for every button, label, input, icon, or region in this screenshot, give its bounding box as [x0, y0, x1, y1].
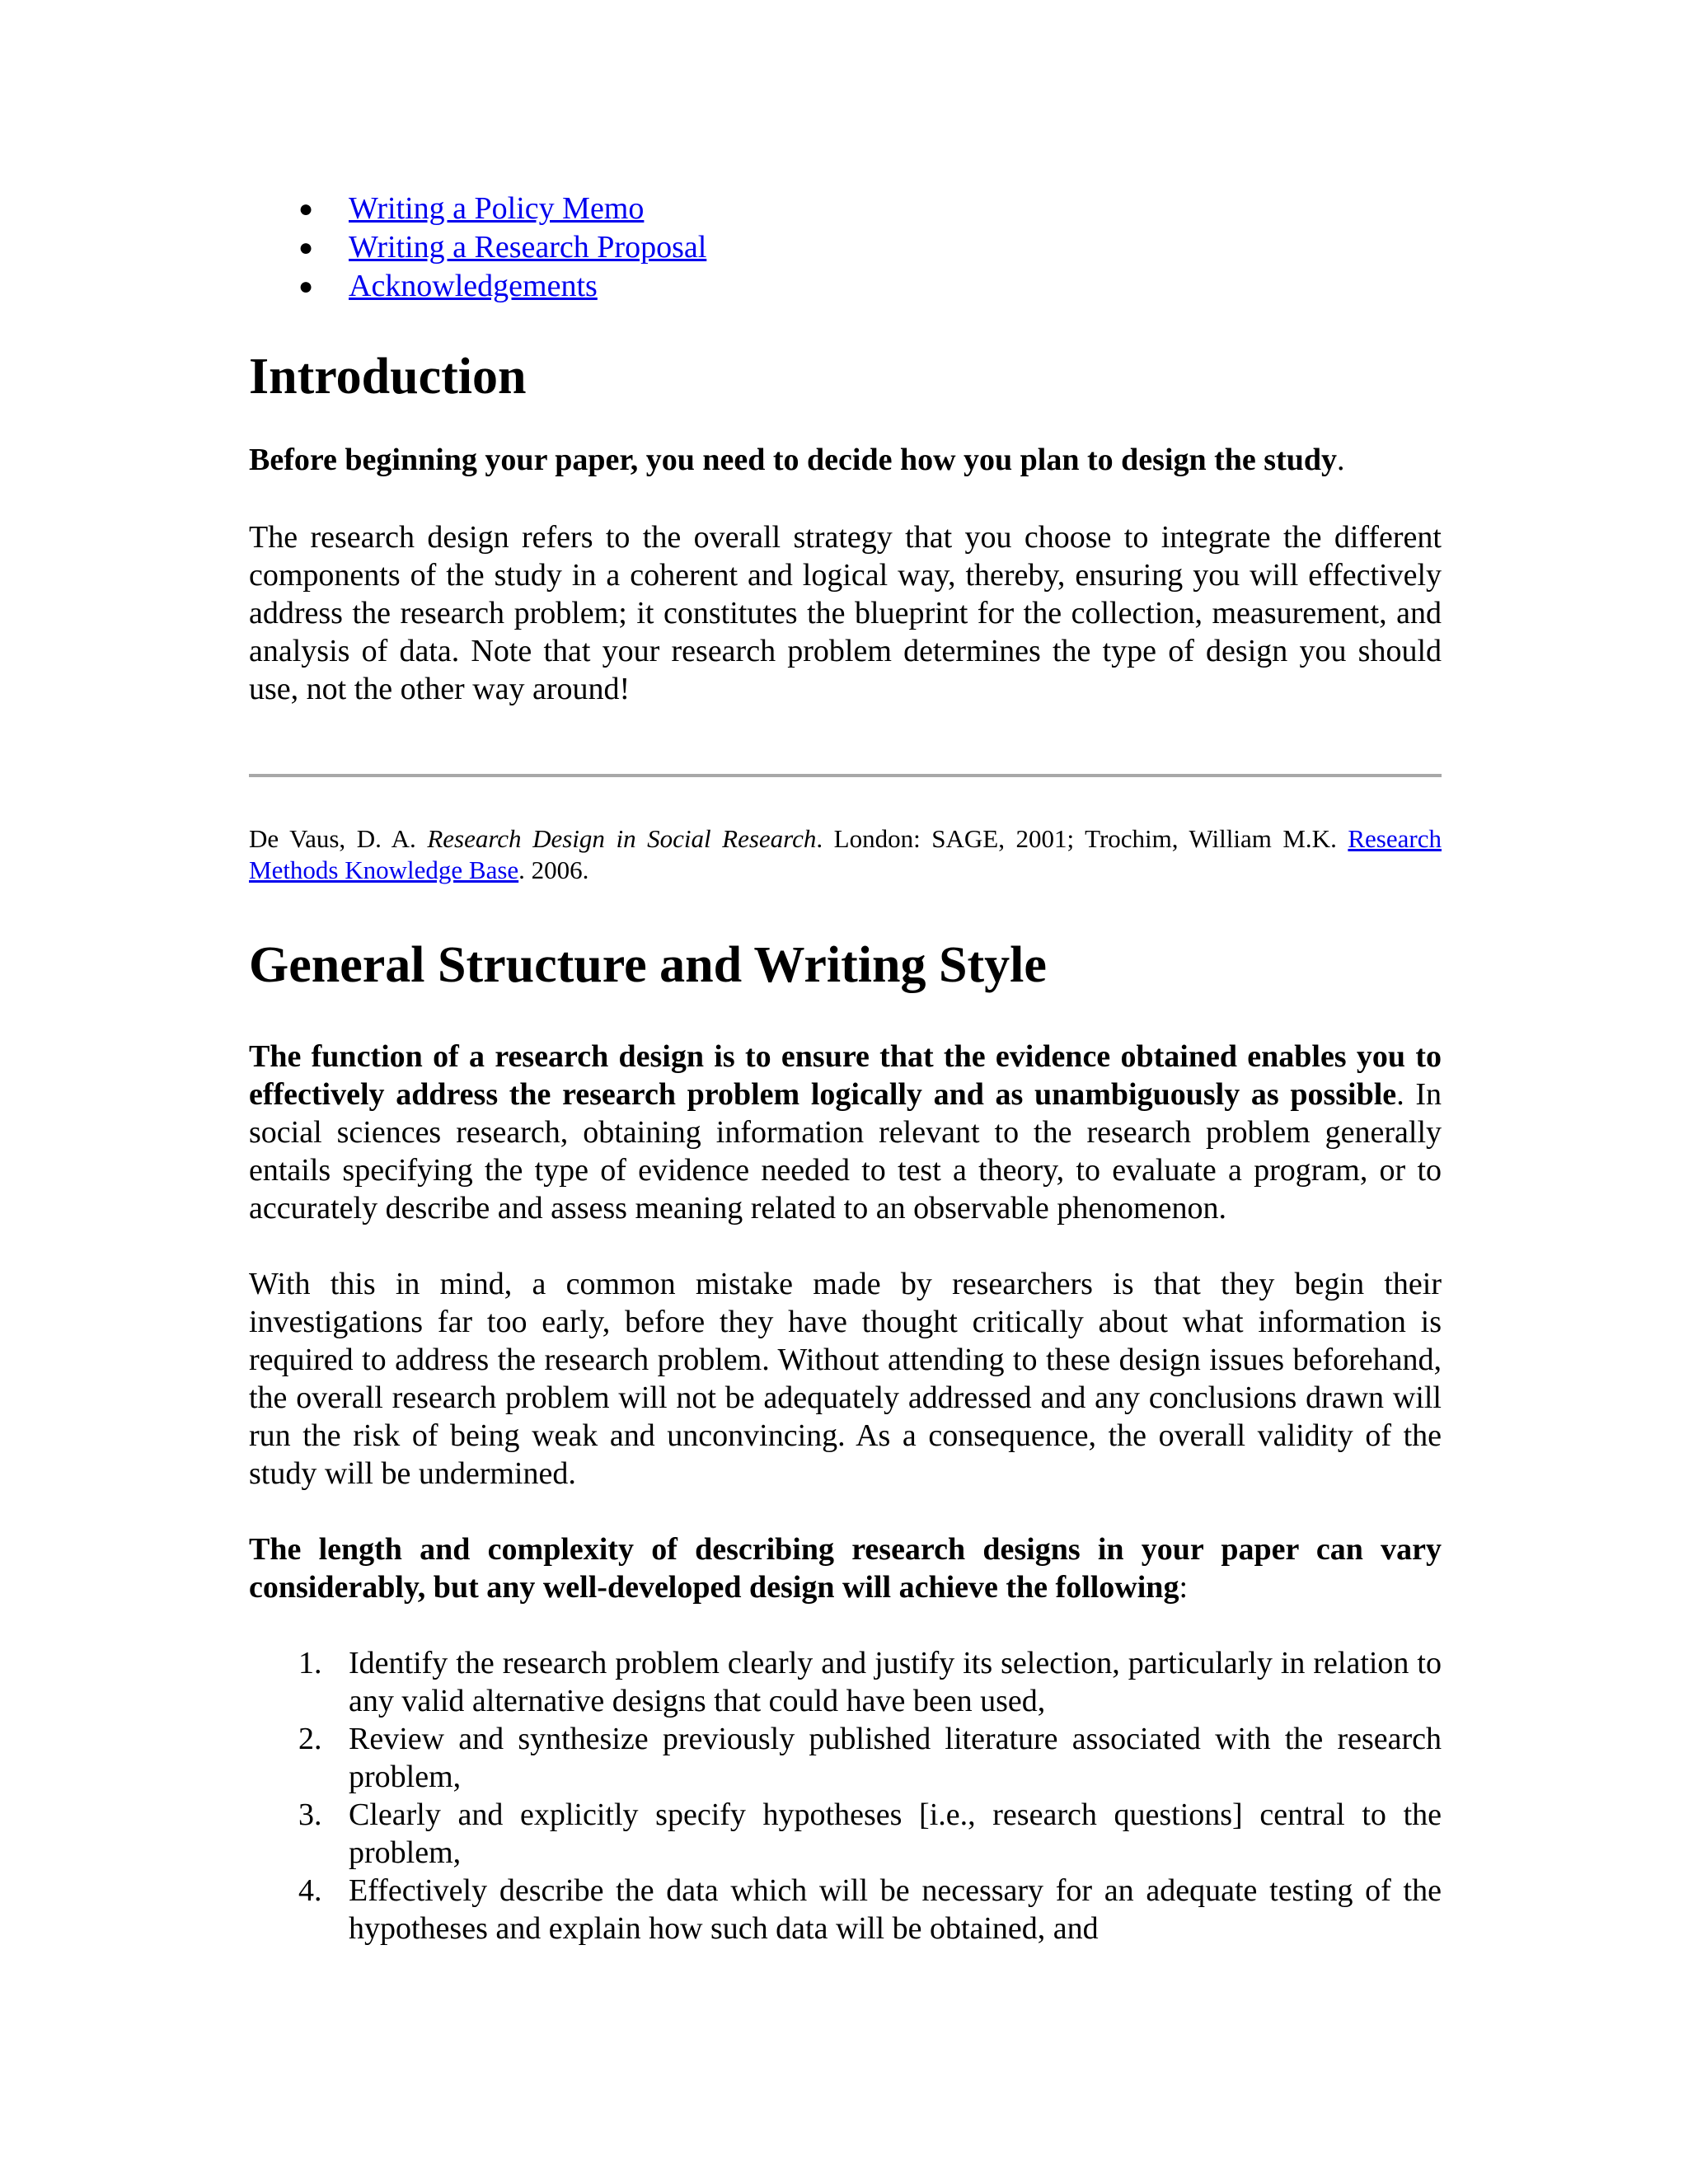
list-item: [249, 1796, 1442, 1872]
section-divider: [249, 774, 1442, 777]
function-paragraph-bold: The function of a research design is to ensure that the evidence obtained enables you to effectively address the research problem logically and as unambiguously as possible: [249, 1039, 1442, 1112]
introduction-paragraph: The research design refers to the overall strategy that you choose to integrate the different components of the study in a coherent and logical way, thereby, ensuring you will effectively address the research problem; it constitutes the blueprint for the collection, measurement, and analysis of data. Note that your research problem determines the type of design you should use, not the other way around!: [249, 520, 1442, 706]
toc-link-research-proposal[interactable]: Writing a Research Proposal: [349, 230, 707, 265]
citation-part2: . London: SAGE, 2001; Trochim, William M.K.: [816, 824, 1348, 853]
function-paragraph: [249, 1038, 1442, 1227]
function-paragraph-rest: . In social sciences research, obtaining information relevant to the research problem generally entails specifying the type of evidence needed to test a theory, to evaluate a program, or to accurately describe and assess meaning related to an observable phenomenon.: [249, 1077, 1442, 1226]
general-structure-heading: General Structure and Writing Style: [249, 937, 1047, 993]
citation-part1: De Vaus, D. A.: [249, 824, 428, 853]
list-item-number: 4.: [298, 1873, 322, 1908]
citation-link[interactable]: Research Methods Knowledge Base: [249, 824, 1442, 884]
citation-part3: . 2006.: [518, 855, 589, 884]
introduction-lead-bold: Before beginning your paper, you need to decide how you plan to design the study: [249, 443, 1337, 477]
length-paragraph: [249, 1530, 1442, 1606]
document-page: [249, 190, 1442, 1947]
citation: [249, 823, 1442, 886]
bullet-icon: ●: [298, 195, 314, 223]
toc-link-acknowledgements[interactable]: Acknowledgements: [349, 269, 598, 303]
list-item-text: Identify the research problem clearly and justify its selection, particularly in relation to any valid alternative designs that could have been used,: [349, 1646, 1442, 1718]
length-paragraph-bold: The length and complexity of describing research designs in your paper can vary considerably, but any well-developed design will achieve the following: [249, 1532, 1442, 1605]
toc-item: [249, 228, 1442, 267]
introduction-lead: [249, 441, 1442, 479]
list-item-number: 3.: [298, 1797, 322, 1832]
list-item: [249, 1720, 1442, 1796]
list-item-text: Clearly and explicitly specify hypotheses [i.e., research questions] central to the problem,: [349, 1797, 1442, 1870]
introduction-lead-end: .: [1337, 443, 1345, 477]
length-paragraph-end: :: [1179, 1570, 1189, 1605]
design-steps-list: [249, 1644, 1442, 1947]
citation-title: Research Design in Social Research: [427, 824, 817, 853]
list-item: [249, 1644, 1442, 1720]
list-item-number: 2.: [298, 1722, 322, 1756]
toc-item: [249, 190, 1442, 228]
bullet-icon: ●: [298, 234, 314, 261]
list-item: [249, 1872, 1442, 1947]
mistake-paragraph: With this in mind, a common mistake made by researchers is that they begin their investigations far too early, before they have thought critically about what information is required to address the research problem. Without attending to these design issues beforehand, the overall research problem will not be adequately addressed and any conclusions drawn will run the risk of being weak and unconvincing. As a consequence, the overall validity of the study will be undermined.: [249, 1267, 1442, 1491]
list-item-text: Effectively describe the data which will be necessary for an adequate testing of the hypotheses and explain how such data will be obtained, and: [349, 1873, 1442, 1946]
toc-item: [249, 267, 1442, 306]
introduction-heading: Introduction: [249, 349, 527, 405]
table-of-contents: [249, 190, 1442, 306]
toc-link-policy-memo[interactable]: Writing a Policy Memo: [349, 191, 645, 226]
list-item-number: 1.: [298, 1646, 322, 1680]
bullet-icon: ●: [298, 273, 314, 300]
list-item-text: Review and synthesize previously published literature associated with the research problem,: [349, 1722, 1442, 1794]
